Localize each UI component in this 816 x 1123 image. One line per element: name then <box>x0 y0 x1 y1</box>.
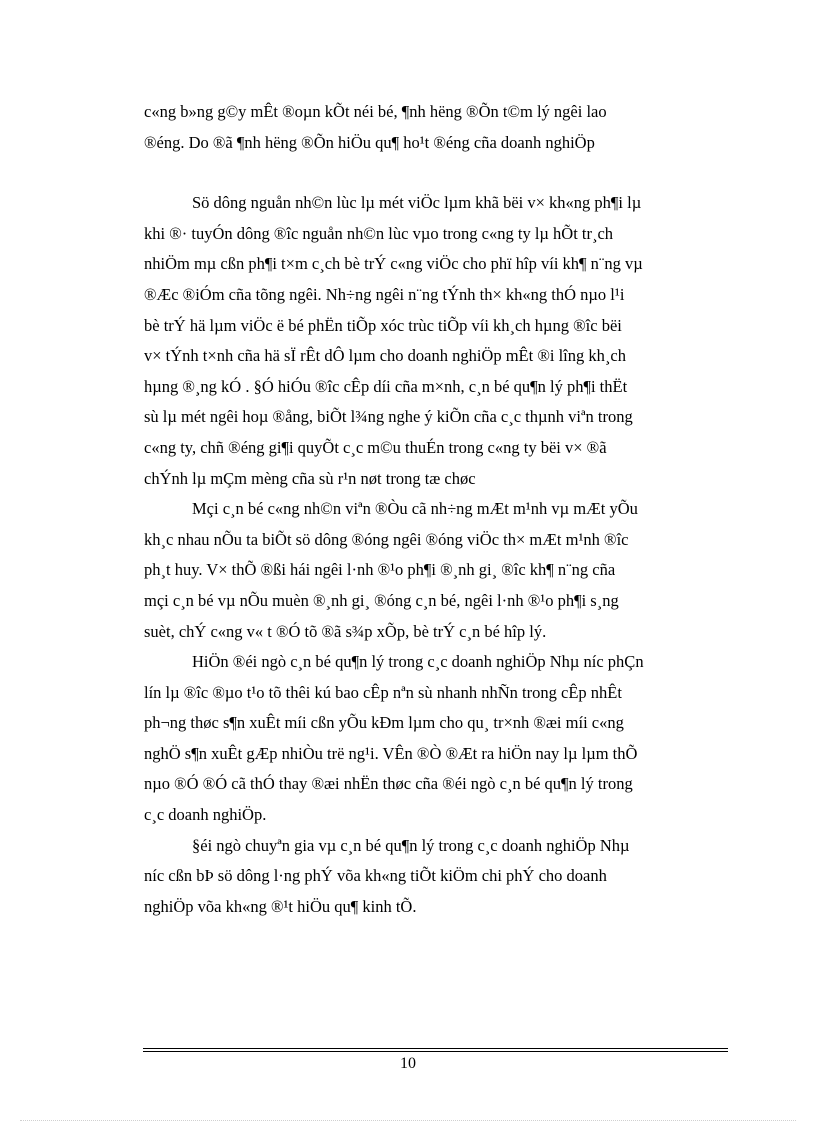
text-line: chÝnh lµ mÇm mèng cña sù r¹n nøt trong tæ chøc <box>144 468 476 488</box>
text-line: c«ng b»ng g©y mÊt ®oµn kÕt néi bé, ¶nh hëng ®Õn t©m lý ngêi lao <box>144 102 607 121</box>
paragraph-spacer <box>144 158 728 188</box>
document-body <box>144 97 728 922</box>
text-line: hµng ®¸ng kÓ . §Ó hiÓu ®îc cÊp díi cña m×nh, c¸n bé qu¶n lý ph¶i thËt <box>144 376 628 396</box>
footer-rule-bottom <box>143 1051 728 1052</box>
text-line: nµo ®Ó ®Ó cã thÓ thay ®æi nhËn thøc cña ®éi ngò c¸n bé qu¶n lý trong <box>144 774 633 794</box>
text-line: níc cßn bÞ sö dông l·ng phÝ võa kh«ng tiÕt kiÖm chi phÝ cho doanh <box>144 866 607 886</box>
paragraph <box>144 647 728 831</box>
text-line: Sö dông nguån nh©n lùc lµ mét viÖc lµm khã bëi v× kh«ng ph¶i lµ <box>192 193 642 213</box>
text-line: v× tÝnh t×nh cña hä sÏ rÊt dÔ lµm cho doanh nghiÖp mÊt ®i lîng kh¸ch <box>144 346 626 366</box>
text-line: kh¸c nhau nÕu ta biÕt sö dông ®óng ngêi ®óng viÖc th× mÆt m¹nh ®îc <box>144 529 629 549</box>
paragraph <box>144 831 728 923</box>
text-line: sù lµ mét ngêi hoµ ®ång, biÕt l¾ng nghe ý kiÕn cña c¸c thµnh viªn trong <box>144 407 633 427</box>
page-bottom-border <box>20 1120 796 1121</box>
text-line: §éi ngò chuyªn gia vµ c¸n bé qu¶n lý trong c¸c doanh nghiÖp Nhµ <box>192 835 630 855</box>
text-line: ph¸t huy. V× thÕ ®ßi hái ngêi l·nh ®¹o ph¶i ®¸nh gi¸ ®îc kh¶ n¨ng cña <box>144 560 616 580</box>
text-line: ph¬ng thøc s¶n xuÊt míi cßn yÕu kÐm lµm cho qu¸ tr×nh ®æi míi c«ng <box>144 713 624 733</box>
text-line: ®Æc ®iÓm cña tõng ngêi. Nh÷ng ngêi n¨ng tÝnh th× kh«ng thÓ nµo l¹i <box>144 284 625 304</box>
page-number: 10 <box>400 1055 416 1072</box>
text-line: mçi c¸n bé vµ nÕu muèn ®¸nh gi¸ ®óng c¸n bé, ngêi l·nh ®¹o ph¶i s¸ng <box>144 590 619 610</box>
text-line: lín lµ ®îc ®µo t¹o tõ thêi kú bao cÊp nªn sù nhanh nhÑn trong cÊp nhÊt <box>144 682 622 702</box>
text-line: HiÖn ®éi ngò c¸n bé qu¶n lý trong c¸c doanh nghiÖp Nhµ níc phÇn <box>192 652 644 672</box>
paragraph <box>144 188 728 494</box>
text-line: nghiÖp võa kh«ng ®¹t hiÖu qu¶ kinh tÕ. <box>144 896 417 916</box>
footer-rule-top <box>143 1048 728 1049</box>
text-line: khi ®· tuyÓn dông ®îc nguån nh©n lùc vµo trong c«ng ty lµ hÕt tr¸ch <box>144 223 614 243</box>
text-line: nhiÖm mµ cßn ph¶i t×m c¸ch bè trÝ c«ng viÖc cho phï hîp víi kh¶ n¨ng vµ <box>144 254 643 274</box>
text-line: Mçi c¸n bé c«ng nh©n viªn ®Òu cã nh÷ng mÆt m¹nh vµ mÆt yÕu <box>192 499 638 519</box>
text-line: c¸c doanh nghiÖp. <box>144 805 267 825</box>
text-line: ®éng. Do ®ã ¶nh hëng ®Õn hiÖu qu¶ ho¹t ®éng cña doanh nghiÖp <box>144 132 595 152</box>
paragraph <box>144 97 728 158</box>
text-line: bè trÝ hä lµm viÖc ë bé phËn tiÕp xóc trùc tiÕp víi kh¸ch hµng ®îc bëi <box>144 315 622 335</box>
text-line: nghÖ s¶n xuÊt gÆp nhiÒu trë ng¹i. VÊn ®Ò ®Æt ra hiÖn nay lµ lµm thÕ <box>144 743 638 763</box>
paragraph <box>144 494 728 647</box>
text-line: suèt, chÝ c«ng v« t ®Ó tõ ®ã s¾p xÕp, bè trÝ c¸n bé hîp lý. <box>144 621 547 641</box>
text-line: c«ng ty, chñ ®éng gi¶i quyÕt c¸c m©u thuÉn trong c«ng ty bëi v× ®ã <box>144 437 607 457</box>
